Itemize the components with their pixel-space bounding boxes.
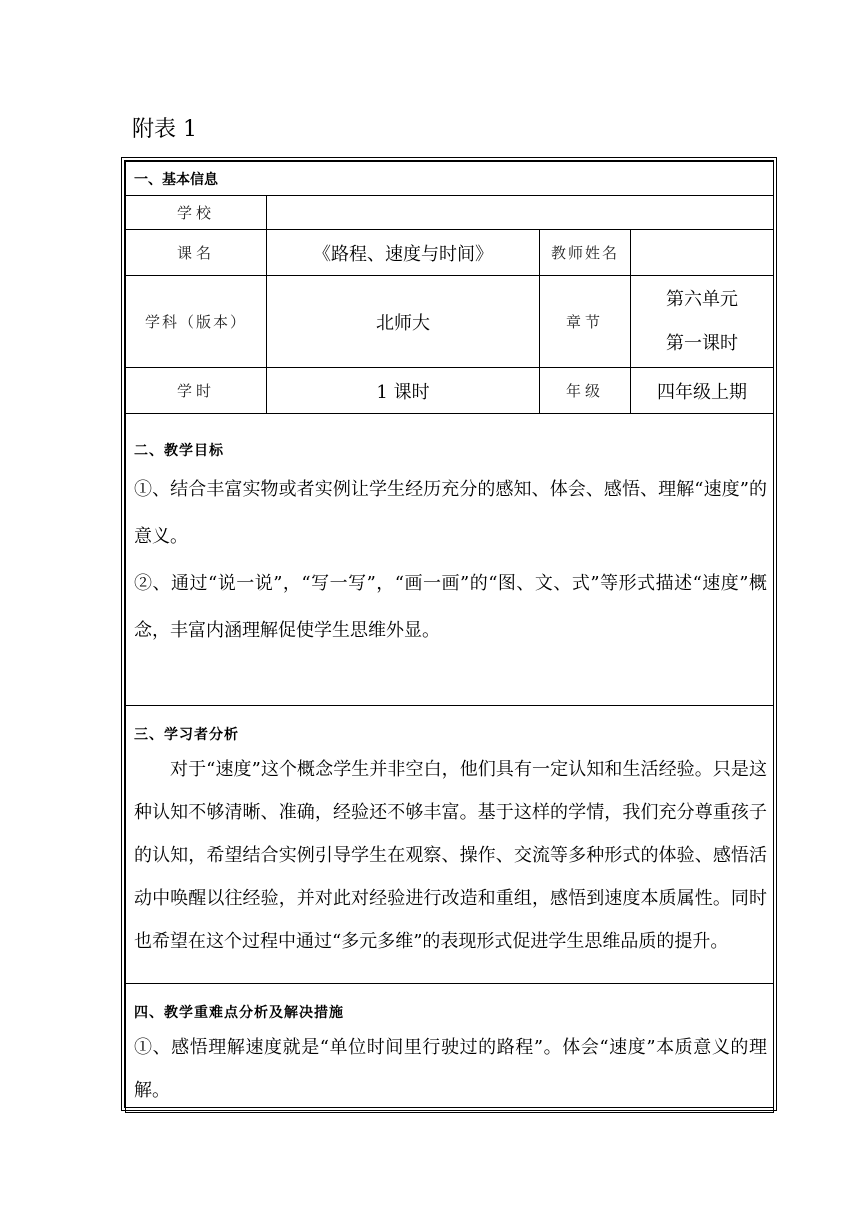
chapter-lesson: 第一课时 (666, 332, 738, 354)
section3 (126, 706, 774, 984)
hours-value: 1 课时 (267, 368, 540, 414)
learner-analysis-text: 对于“速度”这个概念学生并非空白，他们具有一定认知和生活经验。只是这种认知不够清晰、准确，经验还不够丰富。基于这样的学情，我们充分尊重孩子的认知，希望结合实例引导学生在观察、操作、交流等多种形式的体验、感悟活动中唤醒以往经验，并对此对经验进行改造和重组，感悟到速度本质属性。同时也希望在这个过程中通过“多元多维”的表现形式促进学生思维品质的提升。 (134, 759, 767, 952)
page-title: 附表 1 (132, 117, 197, 142)
section3-heading: 三、学习者分析 (134, 727, 239, 743)
section4 (126, 984, 774, 1113)
row-subject (126, 276, 774, 368)
chapter-label: 章节 (540, 276, 631, 368)
subject-label: 学科（版本） (126, 276, 267, 368)
grade-label: 年级 (540, 368, 631, 414)
chapter-value (631, 276, 774, 368)
school-value (267, 196, 774, 230)
objective-2: ②、通过“说一说”，“写一写”，“画一画”的“图、文、式”等形式描述“速度”概念，丰富内涵理解促使学生思维外显。 (134, 573, 767, 641)
row-course (126, 230, 774, 276)
teacher-value (631, 230, 774, 276)
hours-label: 学时 (126, 368, 267, 414)
chapter-unit: 第六单元 (666, 288, 738, 310)
section2-heading: 二、教学目标 (134, 443, 224, 459)
course-label: 课名 (126, 230, 267, 276)
subject-value: 北师大 (267, 276, 540, 368)
row-school (126, 196, 774, 230)
row-hours (126, 368, 774, 414)
lesson-plan-table (124, 160, 774, 1108)
grade-value: 四年级上期 (631, 368, 774, 414)
section4-heading: 四、教学重难点分析及解决措施 (134, 1005, 344, 1021)
course-value: 《路程、速度与时间》 (267, 230, 540, 276)
school-label: 学校 (126, 196, 267, 230)
objective-1: ①、结合丰富实物或者实例让学生经历充分的感知、体会、感悟、理解“速度”的意义。 (134, 479, 767, 547)
teacher-label: 教师姓名 (540, 230, 631, 276)
section1-heading: 一、基本信息 (126, 162, 774, 196)
key-point-1: ①、感悟理解速度就是“单位时间里行驶过的路程”。体会“速度”本质意义的理解。 (134, 1037, 767, 1101)
section2 (126, 414, 774, 706)
